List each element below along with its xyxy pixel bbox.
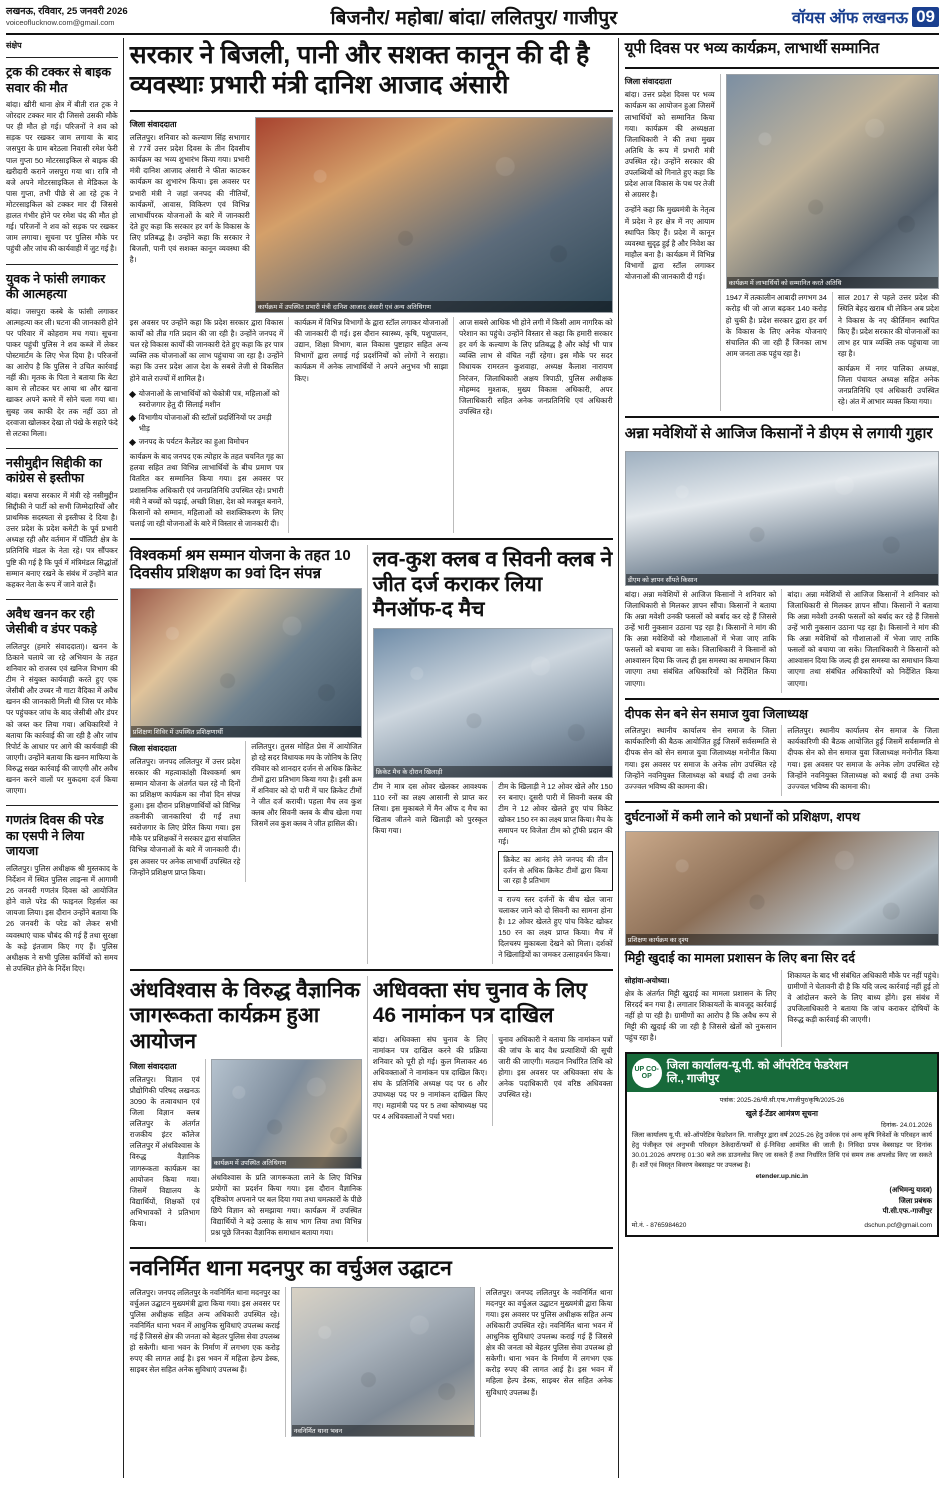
ad-body xyxy=(627,1092,937,1234)
lead-bullet-list xyxy=(130,388,284,448)
ad-org-line2: लि., गाजीपुर xyxy=(666,1073,720,1086)
body-lead-3: कार्यक्रम के बाद जनपद एक त्योहार के तहत चयनित गृह का हलवा सहित तथा विभिन्न लाभार्थियों के बीच प्रमाण पत्र वितरित कर सम्मानित किया गया। इस अवसर पर प्रशासनिक अधिकारी एवं जनप्रतिनिधि उपस्थित रहे। प्रभारी मंत्री ने बच्चों को पढ़ाई, अच्छी शिक्षा, देश को मजबूत बनाने, किसानों को सम्मान, महिलाओं को सशक्तिकरण के लिए चलाई जा रही योजनाओं के बारे में विस्तार से जानकारी दी। xyxy=(129,452,284,528)
byline-lead: जिला संवाददाता xyxy=(129,120,177,129)
deepak-sen-body xyxy=(625,725,939,796)
byline-superstition: जिला संवाददाता xyxy=(129,1061,177,1071)
lead-body-block xyxy=(130,317,613,533)
byline-training: जिला संवाददाता xyxy=(129,743,177,753)
photo-stray-cattle xyxy=(625,451,939,586)
ad-org-line1: जिला कार्यालय-यू.पी. को ऑपरेटिव फेडरेशन xyxy=(666,1059,848,1072)
photo-up-diwas xyxy=(726,74,939,289)
body-superstition-2: अंधविश्वास के प्रति जागरूकता लाने के लिए विभिन्न प्रयोगों का प्रदर्शन किया गया। इस दौरान वैज्ञानिक दृष्टिकोण अपनाने पर बल दिया गया तथा चमत्कारों के पीछे छिपे विज्ञान को समझाया गया। कार्यक्रम में उपस्थित विद्यार्थियों ने बड़े उत्साह के साथ भाग लिया तथा विभिन्न प्रश्न पूछे जिनका वैज्ञानिक समाधान बताया गया। xyxy=(210,1172,362,1238)
body-police-station-2: ललितपुर। जनपद ललितपुर के नवनिर्मित थाना मदनपुर का वर्चुअल उद्घाटन मुख्यमंत्री द्वारा किया गया। इस अवसर पर पुलिस अधीक्षक सहित अन्य अधिकारी उपस्थित रहे। नवनिर्मित थाना भवन में आधुनिक सुविधाएं उपलब्ध कराई गई हैं जिससे क्षेत्र की जनता को बेहतर पुलिस सेवा उपलब्ध हो सकेगी। थाना भवन के निर्माण में लगभग एक करोड़ रुपए की लागत आई है। इस भवन में महिला हेल्प डेस्क, साइबर सेल सहित अनेक सुविधाएं उपलब्ध हैं। xyxy=(485,1287,613,1397)
ad-header xyxy=(627,1054,937,1092)
tender-advertisement xyxy=(625,1052,939,1236)
ad-footer xyxy=(632,1221,932,1231)
column-left xyxy=(6,38,124,1478)
body-truck-accident: बांदा। खीरी थाना क्षेत्र में बीती रात ट्रक ने जोरदार टक्कर मार दी जिससे उसकी मौके पर ही मौत हो गई। परिजनों ने शव को सड़क पर रखकर जाम लगाया के बाद जसपुरा के ग्राम बरेठला निवासी रमेश फेरी पाल गुप्ता 50 मोटरसाइकिल से बाइक की खरीदारी कराने जसपुरा गया था। रात्रि नौ बजे अपने मोटरसाइकिल से मेडिकल के पास गुप्ता, तभी पीछे से आ रहे ट्रक ने मोटरसाइकिल को टक्कर मार दी जिससे हालत गंभीर होने पर रमेश चंद की मौत हो गई। परिजनों ने शव को सड़क पर रखकर जाम लगाया। सूचना पर पुलिस मौके पर पहुंची और जांच की कार्यवाही में जुट गई है। xyxy=(6,100,118,254)
headline-illegal-mining: अवैध खनन कर रही जेसीबी व डंपर पकड़े xyxy=(6,606,97,637)
ad-signature xyxy=(632,1186,932,1218)
body-soil-digging-dateline: सोहांवा-अयोध्या। xyxy=(624,975,670,985)
photo-accident-training xyxy=(625,831,939,946)
body-cricket-3: व राज्य स्तर दर्जनों के बीच खेल जाना चलाकर जाने को दो सिवनी का सामना होना है। 12 ओवर खेलते हुए पांच विकेट खोकर 150 रन का लक्ष्य प्राप्त किया। मैच में दिलचस्प मुकाबला देखने को मिला। दर्शकों ने खिलाड़ियों का जमकर उत्साहवर्धन किया। xyxy=(498,894,613,960)
body-cricket-2: टीम के खिलाड़ी ने 12 ओवर खेले और 150 रन बनाए। दूसरी पारी में सिवनी क्लब की टीम ने 12 ओवर खेलते हुए पांच विकेट खोकर 150 रन का लक्ष्य प्राप्त किया। मैच के समापन पर विजेता टीम को ट्रॉफी प्रदान की गई। xyxy=(498,781,613,847)
body-advocate-1: बांदा। अधिवक्ता संघ चुनाव के लिए नामांकन पत्र दाखिल करने की प्रक्रिया शनिवार को पूरी हो गई। कुल मिलाकर 46 अधिवक्ताओं ने नामांकन पत्र दाखिल किए। संघ के प्रतिनिधि अध्यक्ष पद पर 6 और उपाध्यक्ष पद पर 9 नामांकन दाखिल किए गए। महामंत्री पद पर 5 तथा कोषाध्यक्ष पद पर 4 अधिवक्ताओं ने पर्चा भरा। xyxy=(372,1034,488,1122)
headline-advocate-election: अधिवक्ता संघ चुनाव के लिए 46 नामांकन पत्र दाखिल xyxy=(372,979,587,1028)
headline-deepak-sen: दीपक सेन बने सेन समाज युवा जिलाध्यक्ष xyxy=(624,706,808,721)
ad-reference-number: पत्रांक: 2025-26/पी.सी.एफ./गाजीपुर/कृषि/2025-26 xyxy=(719,1097,845,1105)
headline-soil-digging: मिट्टी खुदाई का मामला प्रशासन के लिए बना सिर दर्द xyxy=(624,951,855,966)
body-soil-digging-1: क्षेत्र के अंतर्गत मिट्टी खुदाई का मामला प्रशासन के लिए सिरदर्द बन गया है। लगातार शिकायतों के बावजूद कार्रवाई नहीं हो पा रही है। ग्रामीणों का आरोप है कि अवैध रूप से मिट्टी की खुदाई की जा रही है जिससे खेतों को नुकसान पहुंच रहा है। xyxy=(624,988,777,1043)
cricket-pullquote: क्रिकेट का आनंद लेने जनपद की तीन दर्जन से अधिक क्रिकेट टीमों द्वारा किया जा रहा है प्रतिभाग xyxy=(498,851,612,890)
ad-tender-text: जिला कार्यालय यू.पी. को-ऑपरेटिव फेडरेशन लि. गाजीपुर द्वारा वर्ष 2025-26 हेतु उर्वरक एवं अन्य कृषि निवेशों के परिवहन कार्य हेतु पंजीकृत एवं अनुभवी परिवहन ठेकेदारों/फर्मों से ई-निविदा आमंत्रित की जाती है। निविदा प्रपत्र वेबसाइट पर दिनांक 30.01.2026 अपरान्ह 01:30 बजे तक डाउनलोड किए जा सकते हैं तथा निर्धारित तिथि एवं समय तक अपलोड किए जा सकते हैं। शर्तें एवं विस्तृत विवरण वेबसाइट पर उपलब्ध है। xyxy=(631,1131,932,1169)
ad-phone: मो.नं. - 8765984620 xyxy=(631,1221,687,1229)
photo-lead-event xyxy=(255,117,613,313)
soil-digging-body xyxy=(625,970,939,1048)
column-center xyxy=(130,38,619,1478)
headline-superstition-program: अंधविश्वास के विरुद्ध वैज्ञानिक जागरूकता कार्यक्रम हुआ आयोजन xyxy=(129,979,360,1053)
photo-police-station xyxy=(291,1287,475,1437)
headline-vishwakarma-training: विश्वकर्मा श्रम सम्मान योजना के तहत 10 दिवसीय प्रशिक्षण का 9वां दिन संपन्न xyxy=(129,546,351,583)
column-right xyxy=(625,38,939,1478)
body-illegal-mining: ललितपुर (हमारे संवाददाता)। खनन के ठिकाने चलाये जा रहे अभियान के तहत शनिवार को राजस्व एवं खनिज विभाग की टीम ने संयुक्त कार्यवाही करते हुए एक जेसीबी और उच्चर नौ गाटा वैदिका में अवैध खनन की जानकारी मिली थी जिस पर मौके पर पहुंचकर जांच के बाद जेसीबी और डंपर को जब्त कर लिया गया। अधिकारियों ने बताया कि कार्रवाई की जा रही है और जांच रिपोर्ट के आधार पर आगे की कार्यवाही की जाएगी। उन्होंने बताया कि खनन माफिया के विरुद्ध सख्त कार्रवाई की जाएगी और अवैध खनन करने वालों पर मुकदमा दर्ज किया जाएगा। xyxy=(6,641,118,796)
brief-section-label: संक्षेप xyxy=(6,41,22,50)
page-number: 09 xyxy=(912,7,939,27)
body-lead-4: कार्यक्रम में विभिन्न विभागों के द्वारा स्टॉल लगाकर योजनाओं की जानकारी दी गई। इस दौरान स्वास्थ्य, कृषि, पशुपालन, उद्यान, शिक्षा विभाग, बाल विकास पुष्टाहार सहित अन्य विभागों द्वारा लगाई गई प्रदर्शनियों को लोगों ने सराहा। कार्यक्रम में अनेक लाभार्थियों ने अपने अनुभव भी साझा किए। xyxy=(294,318,449,383)
byline-up-diwas: जिला संवाददाता xyxy=(624,77,672,87)
publication-date: लखनऊ, रविवार, 25 जनवरी 2026 xyxy=(6,5,128,17)
body-lead-1: ललितपुर। शनिवार को कल्याण सिंह सभागार से 77वें उत्तर प्रदेश दिवस के तीन दिवसीय कार्यक्रम का भव्य शुभारंभ किया गया। प्रभारी मंत्री दानिश आजाद अंसारी ने फीता काटकर कार्यक्रम का शुभारंभ किया। इस अवसर पर प्रभारी मंत्री ने जहां जनपद की नीतियों, कार्यक्रमों, आवास, विकिरण एवं विभिन्न लाभार्थीपरक योजनाओं के बारे में जानकारी देते हुए कहा कि सरकार हर वर्ग के विकास के लिए प्रतिबद्ध है। उन्होंने कहा कि सरकार ने बिजली, पानी एवं सशक्त कानून व्यवस्था की है। xyxy=(129,133,250,265)
masthead xyxy=(6,4,939,35)
body-advocate-2: चुनाव अधिकारी ने बताया कि नामांकन पत्रों की जांच के बाद वैध प्रत्याशियों की सूची जारी की जाएगी। मतदान निर्धारित तिथि को होगा। इस अवसर पर अधिवक्ता संघ के अनेक पदाधिकारी एवं वरिष्ठ अधिवक्ता उपस्थित रहे। xyxy=(498,1034,613,1100)
photo-caption-up-diwas: कार्यक्रम में लाभार्थियों को सम्मानित करते अतिथि xyxy=(727,277,938,288)
lead-bullet-2: विभागीय योजनाओं की स्टॉलों प्रदर्शिनियों पर उमड़ी भीड़ xyxy=(130,412,284,434)
contact-email: voiceoflucknow.com@gmail.com xyxy=(6,18,115,28)
headline-police-station: नवनिर्मित थाना मदनपुर का वर्चुअल उद्घाटन xyxy=(129,1257,452,1281)
headline-suicide: युवक ने फांसी लगाकर की आत्महत्या xyxy=(6,271,106,302)
lead-top-block xyxy=(130,117,613,313)
body-up-diwas-2: उन्होंने कहा कि मुख्यमंत्री के नेतृत्व में प्रदेश ने हर क्षेत्र में नए आयाम स्थापित किए हैं। प्रदेश में कानून व्यवस्था सुदृढ़ हुई है और निवेश का माहौल बना है। कार्यक्रम में विभिन्न विभागों द्वारा स्टॉल लगाकर योजनाओं की जानकारी दी गई। xyxy=(624,205,715,282)
lead-bullet-1: योजनाओं के लाभार्थियों को चेकोत्री पत्र, महिलाओं को स्वरोजगार हेतु दी सिलाई मशीन xyxy=(130,388,284,410)
body-suicide: बांदा। जसपुरा कस्बे के फांसी लगाकर आत्महत्या कर ली। घटना की जानकारी होने पर परिवार में कोहराम मच गया। सूचना पाकर पहुंची पुलिस ने शव कब्जे में लेकर पोस्टमार्टम के लिए भेज दिया है। परिजनों का आरोप है कि पुलिस ने उचित कार्रवाई नहीं की। मृतक के पिता ने बताया कि बेटा काम से लौटकर घर आया था और खाना खाकर अपने कमरे में सोने चला गया था। सुबह जब काफी देर तक नहीं उठा तो दरवाजा खोलकर देखा तो पंखे के सहारे फंदे से लटका मिला। xyxy=(6,306,118,438)
body-training: ललितपुर। जनपद ललितपुर में उत्तर प्रदेश सरकार की महत्वाकांक्षी विश्वकर्मा श्रम सम्मान योजना के अंतर्गत चल रहे नौ दिनों का प्रशिक्षण कार्यक्रम का नौवां दिन संपन्न हुआ। इस दौरान प्रशिक्षणार्थियों को विभिन्न तकनीकी जानकारियां दी गईं तथा स्वरोजगार के लिए प्रेरित किया गया। इस मौके पर प्रशिक्षकों ने सरकार द्वारा संचालित विभिन्न योजनाओं के बारे में जानकारी दी। इस अवसर पर अनेक लाभार्थी उपस्थित रहे जिन्होंने प्रशिक्षण प्राप्त किया। xyxy=(129,756,241,877)
ad-website[interactable]: etender.up.nic.in xyxy=(755,1173,809,1181)
masthead-left xyxy=(6,6,156,29)
body-deepak-sen-1: ललितपुर। स्थानीय कार्यालय सेन समाज के जिला कार्यकारिणी की बैठक आयोजित हुई जिसमें सर्वसम्मति से दीपक सेन को सेन समाज युवा जिलाध्यक्ष मनोनीत किया गया। इस अवसर पर समाज के अनेक लोग उपस्थित रहे जिन्होंने नवनियुक्त जिलाध्यक्ष को बधाई दी तथा उनके उज्ज्वल भविष्य की कामना की। xyxy=(624,726,777,791)
coop-logo-icon: UP CO-OP xyxy=(632,1058,662,1088)
ad-sign-title: जिला प्रबंधक xyxy=(898,1197,932,1205)
photo-caption-stray-cattle: डीएम को ज्ञापन सौंपते किसान xyxy=(626,574,938,585)
body-up-diwas-1: बांदा। उत्तर प्रदेश दिवस पर भव्य कार्यक्रम का आयोजन हुआ जिसमें लाभार्थियों को सम्मानित किया गया। कार्यक्रम की अध्यक्षता जिलाधिकारी ने की तथा मुख्य अतिथि के रूप में प्रभारी मंत्री उपस्थित रहे। उन्होंने सरकार की उपलब्धियों को गिनाते हुए कहा कि प्रदेश आज विकास के पथ पर तेजी से अग्रसर है। xyxy=(624,90,715,200)
brand-name: वॉयस ऑफ लखनऊ xyxy=(791,10,909,27)
body-stray-cattle-1: बांदा। अन्ना मवेशियों से आजिज किसानों ने शनिवार को जिलाधिकारी से मिलकर ज्ञापन सौंपा। किसानों ने बताया कि अन्ना मवेशी उनकी फसलों को बर्बाद कर रहे हैं जिससे उन्हें भारी नुकसान उठाना पड़ रहा है। किसानों ने मांग की कि अन्ना मवेशियों को गौशालाओं में भेजा जाए ताकि फसलों को बचाया जा सके। जिलाधिकारी ने किसानों को आश्वासन दिया कि जल्द ही इस समस्या का समाधान किया जाएगा तथा संबंधित अधिकारियों को निर्देशित किया जाएगा। xyxy=(624,589,777,688)
stray-cattle-body xyxy=(625,589,939,693)
photo-caption-police-station: नवनिर्मित थाना भवन xyxy=(292,1425,474,1436)
photo-caption-training: प्रशिक्षण शिविर में उपस्थित प्रशिक्षणार्थी xyxy=(131,726,361,737)
ad-date: दिनांक- 24.01.2026 xyxy=(880,1122,932,1130)
body-up-diwas-3: 1947 में तत्कालीन आबादी लगभग 34 करोड़ थी जो आज बढ़कर 140 करोड़ हो चुकी है। प्रदेश सरकार द्वारा हर वर्ग के विकास के लिए अनेक योजनाएं संचालित की जा रही हैं जिनका लाभ आम जनता तक पहुंच रहा है। xyxy=(725,293,827,358)
edition-names: बिजनौर/ महोबा/ बांदा/ ललितपुर/ गाजीपुर xyxy=(330,8,618,29)
body-up-diwas-4: साल 2017 से पहले उत्तर प्रदेश की स्थिति बेहद खराब थी लेकिन अब प्रदेश ने विकास के नए कीर्तिमान स्थापित किए हैं। प्रदेश सरकार की योजनाओं का लाभ हर पात्र व्यक्ति तक पहुंचाया जा रहा है। xyxy=(837,293,939,358)
photo-caption-accident-training: प्रशिक्षण कार्यक्रम का दृश्य xyxy=(626,934,938,945)
masthead-right xyxy=(792,6,939,28)
body-police-station-1: ललितपुर। जनपद ललितपुर के नवनिर्मित थाना मदनपुर का वर्चुअल उद्घाटन मुख्यमंत्री द्वारा किया गया। इस अवसर पर पुलिस अधीक्षक सहित अन्य अधिकारी उपस्थित रहे। नवनिर्मित थाना भवन में आधुनिक सुविधाएं उपलब्ध कराई गई हैं जिससे क्षेत्र की जनता को बेहतर पुलिस सेवा उपलब्ध हो सकेगी। थाना भवन के निर्माण में लगभग एक करोड़ रुपए की लागत आई है। इस भवन में महिला हेल्प डेस्क, साइबर सेल सहित अनेक सुविधाएं उपलब्ध हैं। xyxy=(129,1287,280,1375)
body-stray-cattle-2: बांदा। अन्ना मवेशियों से आजिज किसानों ने शनिवार को जिलाधिकारी से मिलकर ज्ञापन सौंपा। किसानों ने बताया कि अन्ना मवेशी उनकी फसलों को बर्बाद कर रहे हैं जिससे उन्हें भारी नुकसान उठाना पड़ रहा है। किसानों ने मांग की कि अन्ना मवेशियों को गौशालाओं में भेजा जाए ताकि फसलों को बचाया जा सके। जिलाधिकारी ने किसानों को आश्वासन दिया कि जल्द ही इस समस्या का समाधान किया जाएगा तथा संबंधित अधिकारियों को निर्देशित किया जाएगा। xyxy=(787,589,939,688)
photo-cricket xyxy=(373,628,613,778)
lead-bullet-3: जनपद के पर्यटन कैलेंडर का हुआ विमोचन xyxy=(130,436,284,447)
photo-caption-lead: कार्यक्रम में उपस्थित प्रभारी मंत्री दानिश आजाद अंसारी एवं अन्य अतिथिगण xyxy=(256,301,612,312)
body-deepak-sen-2: ललितपुर। स्थानीय कार्यालय सेन समाज के जिला कार्यकारिणी की बैठक आयोजित हुई जिसमें सर्वसम्मति से दीपक सेन को सेन समाज युवा जिलाध्यक्ष मनोनीत किया गया। इस अवसर पर समाज के अनेक लोग उपस्थित रहे जिन्होंने नवनियुक्त जिलाध्यक्ष को बधाई दी तथा उनके उज्ज्वल भविष्य की कामना की। xyxy=(787,726,939,791)
ad-sign-name: (अभिमन्यु यादव) xyxy=(889,1187,932,1195)
headline-stray-cattle: अन्ना मवेशियों से आजिज किसानों ने डीएम से लगायी गुहार xyxy=(624,425,933,443)
headline-up-diwas: यूपी दिवस पर भव्य कार्यक्रम, लाभार्थी सम्मानित xyxy=(624,40,880,57)
body-soil-digging-2: शिकायत के बाद भी संबंधित अधिकारी मौके पर नहीं पहुंचे। ग्रामीणों ने चेतावनी दी है कि यदि जल्द कार्रवाई नहीं हुई तो वे आंदोलन करने के लिए बाध्य होंगे। इस संबंध में उपजिलाधिकारी ने बताया कि जांच कराकर दोषियों के विरुद्ध कड़ी कार्रवाई की जाएगी। xyxy=(787,970,939,1025)
photo-training xyxy=(130,588,362,738)
body-resignation: बांदा। बसपा सरकार में मंत्री रहे नसीमुद्दीन सिद्दीकी ने पार्टी को सभी जिम्मेदारियों और प्राथमिक सदस्यता से इस्तीफा दे दिया है। उत्तर प्रदेश के प्रदेश कमेटी के पूर्व प्रभारी अध्यक्ष रही और वर्तमान में पॉलिटी क्षेत्र के प्रतिनिधि मंडल के नेता रहे। पत्र सौंपकर पुष्टि की गई है कि पूर्व में मंत्रिमंडल सिद्धांतों सम्मान बनाए रखने के संबंध में उन्होंने बात कहकर नेता के रूप में जाने वाले हैं। xyxy=(6,490,118,589)
headline-resignation: नसीमुद्दीन सिद्दीकी का कांग्रेस से इस्तीफा xyxy=(6,455,102,486)
body-cricket-1: टीम ने मात्र दस ओवर खेलकर आवश्यक 110 रनों का लक्ष्य आसानी से प्राप्त कर लिया। इस मुकाबले में मैन ऑफ द मैच का खिताब जीतने वाले खिलाड़ी को पुरस्कृत किया गया। xyxy=(372,781,488,835)
headline-accident-training: दुर्घटनाओं में कमी लाने को प्रधानों को प्रशिक्षण, शपथ xyxy=(624,809,860,824)
headline-truck-accident: ट्रक की टक्कर से बाइक सवार की मौत xyxy=(6,65,112,95)
photo-caption-cricket: क्रिकेट मैच के दौरान खिलाड़ी xyxy=(374,766,612,777)
page-columns xyxy=(6,38,939,1478)
ad-sign-office: पी.सी.एफ.-गाजीपुर xyxy=(882,1208,932,1216)
photo-superstition xyxy=(211,1059,362,1169)
mid-row xyxy=(130,545,613,964)
body-up-diwas-5: कार्यक्रम में नगर पालिका अध्यक्ष, जिला पंचायत अध्यक्ष सहित अनेक जनप्रतिनिधि एवं अधिकारी उपस्थित रहे। अंत में आभार व्यक्त किया गया। xyxy=(837,363,939,407)
body-superstition-1: ललितपुर। विज्ञान एवं प्रौद्योगिकी परिषद लखनऊ 3090 के तत्वावधान एवं जिला विज्ञान क्लब ललितपुर के अंतर्गत राजकीय इंटर कॉलेज ललितपुर में अंधविश्वास के विरुद्ध वैज्ञानिक जागरूकता कार्यक्रम का आयोजन किया गया। जिसमें विद्यालय के विद्यार्थियों, शिक्षकों एवं अभिभावकों ने प्रतिभाग किया। xyxy=(129,1074,200,1229)
ad-tender-title: खुले ई-टेंडर आमंत्रण सूचना xyxy=(745,1108,818,1118)
headline-cricket-match: लव-कुश क्लब व सिवनी क्लब ने जीत दर्ज कराकर लिया मैनऑफ-द मैच xyxy=(372,547,613,622)
police-station-story xyxy=(130,1254,613,1436)
ad-email[interactable]: dschun.pcf@gmail.com xyxy=(864,1221,932,1229)
body-training-cont: ललितपुर। तुलस मोहित प्रेस में आयोजित हो रहे सदर विधायक मय के जोनिष के लिए रविवार को शानदार दर्जन से अधिक क्रिकेट टीमों द्वारा प्रतिभाग किया गया है। इसी क्रम में शनिवार को दो पारी में चार क्रिकेट टीमों ने जीत दर्ज करायी। पहला मैच लव कुश क्लब और सिवनी क्लब के बीच खेला गया जिसमें लव कुश क्लब ने जीत हासिल की। xyxy=(251,741,362,829)
headline-republic-parade: गणतंत्र दिवस की परेड का एसपी ने लिया जायजा xyxy=(6,813,104,859)
headline-lead-story: सरकार ने बिजली, पानी और सशक्त कानून की दी है व्यवस्थाः प्रभारी मंत्री दानिश आजाद अंसारी xyxy=(129,41,590,99)
body-lead-5: आज सबसे आधिक भी होने लगी में किसी आम नागरिक को परेशान का पहुंचे। उन्होंने विस्तार से कहा कि हमारी सरकार हर वर्ग के कल्याण के लिए प्रतिबद्ध है और कोई भी पात्र व्यक्ति लाभ से वंचित नहीं रहेगा। इस मौके पर सदर विधायक रामरतन कुशवाहा, अध्यक्ष कैलाश नारायण निरंजन, जिलाधिकारी अक्षय त्रिपाठी, पुलिस अधीक्षक मोहम्मद मुश्ताक, मुख्य विकास अधिकारी, अपर जिलाधिकारी सहित अनेक जनप्रतिनिधि एवं अधिकारी उपस्थित रहे। xyxy=(459,318,613,416)
up-diwas-block xyxy=(625,74,939,411)
body-lead-2: इस अवसर पर उन्होंने कहा कि प्रदेश सरकार द्वारा विकास कार्यों को तीव्र गति प्रदान की जा रही है। उन्होंने जनपद में चल रहे विकास कार्यों की जानकारी देते हुए कहा कि हर पात्र व्यक्ति तक योजनाओं का लाभ पहुंचाया जा रहा है। उन्होंने कहा कि उत्तर प्रदेश आज देश के सबसे तेजी से विकसित होने वाले राज्यों में शामिल है। xyxy=(129,318,284,383)
bottom-row xyxy=(130,976,613,1242)
body-republic-parade: ललितपुर। पुलिस अधीक्षक श्री मुस्तकाद के निर्देशन में स्थित पुलिस लाइन्स में आगामी 26 जनवरी गणतंत्र दिवस को आयोजित होने वाले परेड की फाइनल रिहर्सल का जायजा लिया। इस दौरान उन्होंने बताया कि 26 जनवरी के परेड को लेकर सभी व्यवस्थाएं चाक चौबंद की गई हैं तथा सुरक्षा के कड़े इंतजाम किए गए हैं। पुलिस अधीक्षक ने सभी पुलिस कर्मियों को समय से उपस्थित होने के निर्देश दिए। xyxy=(6,863,118,973)
photo-caption-superstition: कार्यक्रम में उपस्थित अतिथिगण xyxy=(212,1157,361,1168)
